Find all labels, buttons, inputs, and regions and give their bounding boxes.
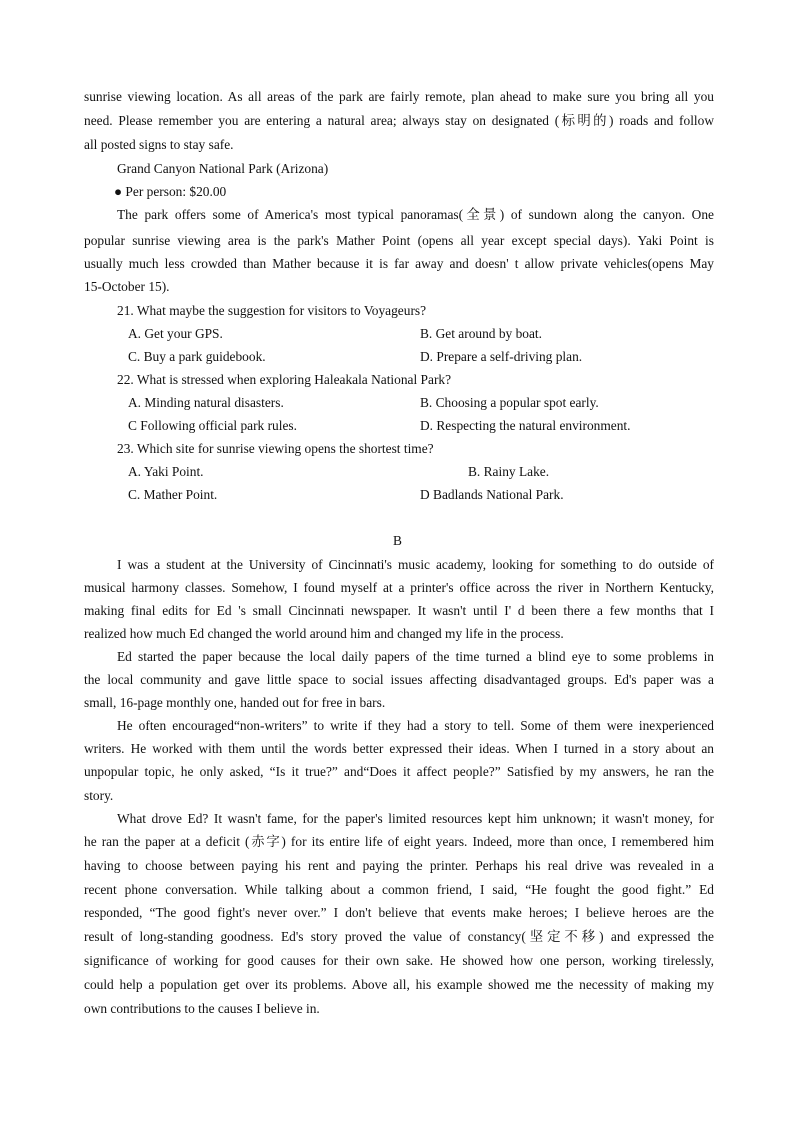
- text-line: popular sunrise viewing area is the park's Mather Point (opens all year except special days). Yaki Point is: [84, 233, 714, 248]
- text-line: own contributions to the causes I believe in.: [84, 1001, 320, 1016]
- text-line: He often encouraged“non-writers” to write if they had a story to tell. Some of them were inexperienced: [117, 718, 714, 733]
- option-d: D. Respecting the natural environment.: [420, 418, 631, 433]
- option-c: C. Mather Point.: [128, 487, 218, 502]
- text-line: I was a student at the University of Cincinnati's music academy, looking for something to do outside of: [117, 557, 714, 572]
- option-a: A. Get your GPS.: [128, 326, 223, 341]
- text-line: sunrise viewing location. As all areas of the park are fairly remote, plan ahead to make sure you bring all you: [84, 89, 714, 104]
- text-line: recent phone conversation. While talking about a common friend, I said, “He fought the good fight.” Ed: [84, 882, 714, 897]
- option-c: C Following official park rules.: [128, 418, 297, 433]
- option-b: B. Get around by boat.: [420, 326, 542, 341]
- text-line: making final edits for Ed 's small Cincinnati newspaper. It wasn't until I' d been there a few months that I: [84, 603, 714, 618]
- text-line: usually much less crowded than Mather because it is far away and doesn' t allow private vehicles(opens May: [84, 256, 714, 271]
- option-d: D Badlands National Park.: [420, 487, 564, 502]
- section-heading: B: [393, 533, 402, 548]
- text-line: realized how much Ed changed the world around him and changed my life in the process.: [84, 626, 564, 641]
- text-line: the local community and gave little space to social issues affecting disadvantaged groups. Ed's paper was a: [84, 672, 714, 687]
- text-line: all posted signs to stay safe.: [84, 137, 234, 152]
- text-line: musical harmony classes. Somehow, I found myself at a printer's office across the river in Northern Kentucky,: [84, 580, 714, 595]
- question-stem: 22. What is stressed when exploring Haleakala National Park?: [117, 372, 452, 387]
- option-b: B. Rainy Lake.: [468, 464, 550, 479]
- text-line: need. Please remember you are entering a natural area; always stay on designated (标明的) roads and follow: [84, 113, 714, 128]
- text-line: responded, “The good fight's never over.” I don't believe that events make heroes; I believe heroes are the: [84, 905, 714, 920]
- text-line: 15-October 15).: [84, 279, 170, 294]
- text-line: result of long-standing goodness. Ed's story proved the value of constancy(坚定不移) and expressed the: [84, 929, 714, 944]
- option-c: C. Buy a park guidebook.: [128, 349, 266, 364]
- text-line: story.: [84, 788, 114, 803]
- park-title: Grand Canyon National Park (Arizona): [117, 161, 329, 176]
- question-stem: 23. Which site for sunrise viewing opens the shortest time?: [117, 441, 434, 456]
- text-line: unpopular topic, he only asked, “Is it true?” and“Does it affect people?” Satisfied by my answers, he ran the: [84, 764, 714, 779]
- question-stem: 21. What maybe the suggestion for visitors to Voyageurs?: [117, 303, 427, 318]
- option-a: A. Minding natural disasters.: [128, 395, 284, 410]
- text-line: he ran the paper at a deficit (赤字) for its entire life of eight years. Indeed, more than once, I remembered him: [84, 834, 714, 849]
- text-line: could help a population get over its problems. Above all, his example showed me the necessity of making my: [84, 977, 714, 992]
- option-a: A. Yaki Point.: [128, 464, 204, 479]
- text-line: The park offers some of America's most typical panoramas(全景) of sundown along the canyon. One: [117, 207, 714, 222]
- text-line: Ed started the paper because the local daily papers of the time turned a blind eye to some problems in: [117, 649, 714, 664]
- text-line: writers. He worked with them until the words better expressed their ideas. When I turned in a story about an: [84, 741, 714, 756]
- text-line: What drove Ed? It wasn't fame, for the paper's limited resources kept him unknown; it wasn't money, for: [117, 811, 714, 826]
- price-item: ● Per person: $20.00: [114, 184, 227, 199]
- text-line: having to choose between paying his rent and paying the printer. Perhaps his real drive was revealed in a: [84, 858, 714, 873]
- text-line: small, 16-page monthly one, handed out for free in bars.: [84, 695, 386, 710]
- option-b: B. Choosing a popular spot early.: [420, 395, 599, 410]
- option-d: D. Prepare a self-driving plan.: [420, 349, 583, 364]
- text-line: significance of working for good causes for their own sake. He showed how one person, working tirelessly,: [84, 953, 714, 968]
